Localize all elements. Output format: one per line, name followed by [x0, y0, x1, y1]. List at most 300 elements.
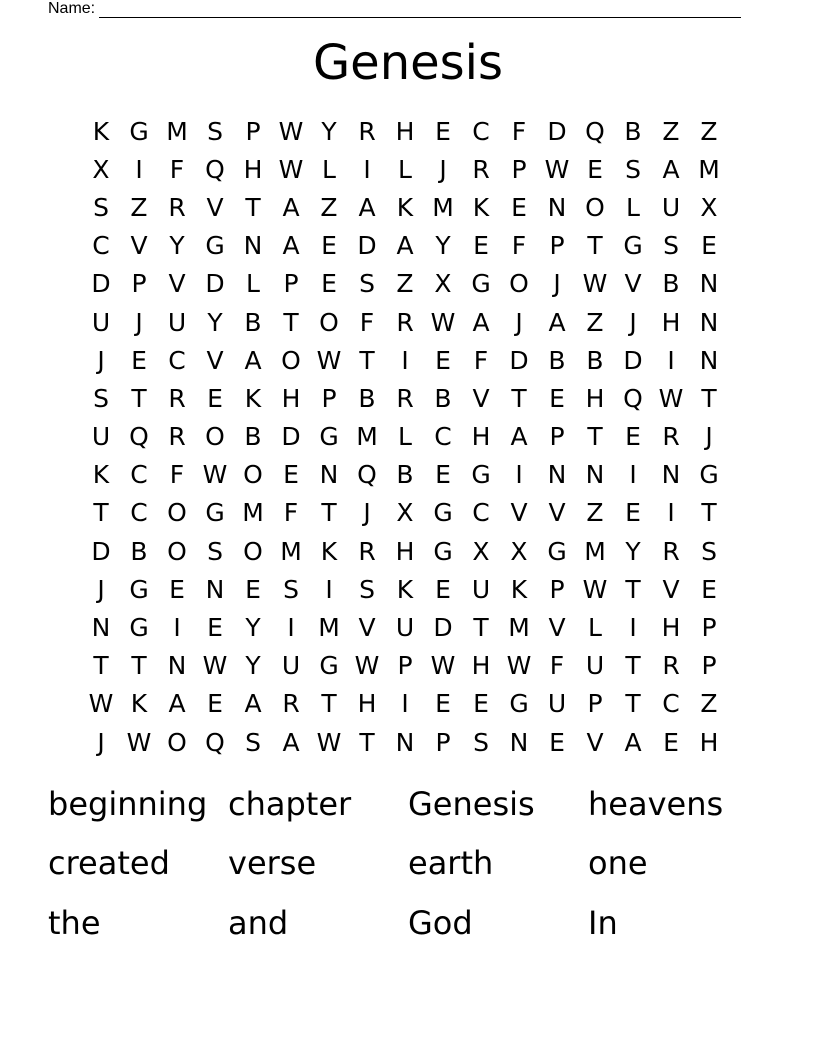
grid-cell: P	[701, 651, 717, 681]
grid-cell: I	[173, 613, 181, 643]
grid-cell: H	[699, 727, 719, 757]
grid-cell: E	[435, 116, 451, 146]
grid-cell: I	[135, 154, 143, 184]
grid-cell: W	[582, 574, 608, 604]
grid-cell: M	[432, 192, 454, 222]
grid-cell: I	[325, 574, 333, 604]
grid-cell: F	[169, 460, 185, 490]
grid-cell: J	[97, 345, 105, 375]
grid-cell: S	[283, 574, 299, 604]
grid-cell: Q	[129, 422, 149, 452]
grid-cell: N	[205, 574, 225, 604]
grid-cell: X	[396, 498, 414, 528]
grid-cell: U	[661, 192, 681, 222]
grid-cell: T	[245, 192, 261, 222]
grid-cell: G	[509, 689, 529, 719]
grid-cell: M	[242, 498, 264, 528]
grid-cell: Y	[625, 536, 641, 566]
grid-cell: R	[168, 422, 186, 452]
word-bank-item: earth	[408, 844, 494, 883]
grid-cell: G	[319, 422, 339, 452]
grid-cell: L	[398, 422, 412, 452]
grid-cell: O	[509, 269, 529, 299]
grid-cell: N	[699, 269, 719, 299]
grid-cell: Y	[207, 307, 223, 337]
grid-cell: T	[625, 689, 641, 719]
grid-cell: S	[245, 727, 261, 757]
grid-cell: L	[588, 613, 602, 643]
grid-cell: K	[92, 116, 110, 146]
grid-cell: N	[547, 192, 567, 222]
grid-cell: W	[544, 154, 570, 184]
grid-cell: N	[699, 307, 719, 337]
grid-cell: A	[244, 345, 262, 375]
grid-cell: W	[582, 269, 608, 299]
grid-cell: W	[316, 345, 342, 375]
grid-cell: X	[700, 192, 718, 222]
grid-cell: O	[243, 460, 263, 490]
grid-cell: O	[167, 498, 187, 528]
grid-cell: T	[473, 613, 489, 643]
grid-cell: E	[207, 383, 223, 413]
grid-cell: S	[359, 574, 375, 604]
grid-cell: K	[396, 574, 414, 604]
word-bank-item: one	[588, 844, 648, 883]
grid-cell: W	[88, 689, 114, 719]
grid-cell: E	[321, 231, 337, 261]
grid-cell: H	[243, 154, 263, 184]
grid-cell: O	[319, 307, 339, 337]
grid-cell: P	[321, 383, 337, 413]
grid-cell: E	[701, 574, 717, 604]
grid-cell: E	[321, 269, 337, 299]
grid-cell: P	[131, 269, 147, 299]
grid-cell: E	[131, 345, 147, 375]
grid-cell: O	[167, 727, 187, 757]
grid-cell: I	[667, 498, 675, 528]
grid-cell: Y	[169, 231, 185, 261]
grid-cell: A	[662, 154, 680, 184]
grid-cell: G	[547, 536, 567, 566]
word-bank-item: beginning	[48, 784, 208, 823]
grid-cell: H	[357, 689, 377, 719]
grid-cell: T	[625, 651, 641, 681]
grid-cell: S	[625, 154, 641, 184]
grid-cell: E	[435, 460, 451, 490]
grid-cell: J	[97, 574, 105, 604]
grid-cell: G	[433, 498, 453, 528]
grid-cell: T	[283, 307, 299, 337]
grid-cell: R	[168, 383, 186, 413]
grid-cell: E	[549, 383, 565, 413]
grid-cell: H	[471, 422, 491, 452]
grid-cell: G	[129, 613, 149, 643]
grid-cell: U	[91, 422, 111, 452]
grid-cell: V	[662, 574, 680, 604]
grid-cell: C	[92, 231, 110, 261]
grid-cell: W	[316, 727, 342, 757]
grid-cell: R	[282, 689, 300, 719]
grid-cell: X	[510, 536, 528, 566]
grid-cell: U	[585, 651, 605, 681]
grid-cell: K	[472, 192, 490, 222]
grid-cell: J	[439, 154, 447, 184]
grid-cell: Y	[245, 651, 261, 681]
grid-cell: N	[585, 460, 605, 490]
grid-cell: V	[586, 727, 604, 757]
grid-cell: K	[92, 460, 110, 490]
grid-cell: E	[245, 574, 261, 604]
grid-cell: B	[396, 460, 414, 490]
grid-cell: L	[626, 192, 640, 222]
grid-cell: D	[509, 345, 529, 375]
grid-cell: Z	[396, 269, 414, 299]
grid-cell: D	[357, 231, 377, 261]
grid-cell: P	[283, 269, 299, 299]
grid-cell: F	[359, 307, 375, 337]
grid-cell: X	[92, 154, 110, 184]
grid-cell: O	[205, 422, 225, 452]
grid-cell: V	[130, 231, 148, 261]
grid-cell: P	[549, 231, 565, 261]
grid-cell: J	[363, 498, 371, 528]
grid-cell: Z	[130, 192, 148, 222]
grid-cell: S	[663, 231, 679, 261]
grid-cell: G	[699, 460, 719, 490]
grid-cell: W	[354, 651, 380, 681]
grid-cell: V	[206, 345, 224, 375]
grid-cell: A	[548, 307, 566, 337]
grid-cell: K	[510, 574, 528, 604]
grid-cell: Q	[205, 727, 225, 757]
grid-cell: Y	[321, 116, 337, 146]
grid-cell: P	[511, 154, 527, 184]
grid-cell: B	[434, 383, 452, 413]
grid-cell: E	[473, 689, 489, 719]
grid-cell: Y	[245, 613, 261, 643]
grid-cell: S	[207, 116, 223, 146]
grid-cell: J	[705, 422, 713, 452]
grid-cell: B	[130, 536, 148, 566]
grid-cell: N	[243, 231, 263, 261]
grid-cell: A	[282, 192, 300, 222]
grid-cell: E	[625, 422, 641, 452]
grid-cell: M	[698, 154, 720, 184]
grid-cell: V	[358, 613, 376, 643]
grid-cell: E	[549, 727, 565, 757]
grid-cell: C	[472, 498, 490, 528]
grid-cell: F	[473, 345, 489, 375]
grid-cell: D	[91, 536, 111, 566]
grid-cell: B	[358, 383, 376, 413]
grid-cell: L	[398, 154, 412, 184]
grid-cell: E	[283, 460, 299, 490]
grid-cell: N	[91, 613, 111, 643]
grid-cell: S	[93, 192, 109, 222]
grid-cell: T	[131, 651, 147, 681]
grid-cell: X	[472, 536, 490, 566]
grid-cell: J	[553, 269, 561, 299]
grid-cell: D	[547, 116, 567, 146]
grid-cell: R	[396, 383, 414, 413]
grid-cell: M	[318, 613, 340, 643]
grid-cell: B	[244, 422, 262, 452]
grid-cell: J	[135, 307, 143, 337]
grid-cell: H	[471, 651, 491, 681]
grid-cell: S	[359, 269, 375, 299]
grid-cell: V	[472, 383, 490, 413]
grid-cell: W	[202, 460, 228, 490]
grid-cell: P	[701, 613, 717, 643]
grid-cell: N	[661, 460, 681, 490]
grid-cell: T	[587, 422, 603, 452]
grid-cell: Z	[586, 307, 604, 337]
grid-cell: D	[623, 345, 643, 375]
grid-cell: A	[168, 689, 186, 719]
grid-cell: A	[396, 231, 414, 261]
grid-cell: K	[396, 192, 414, 222]
grid-cell: G	[129, 574, 149, 604]
grid-cell: F	[169, 154, 185, 184]
grid-cell: T	[587, 231, 603, 261]
grid-cell: V	[206, 192, 224, 222]
word-bank-item: Genesis	[408, 784, 535, 823]
grid-cell: C	[130, 460, 148, 490]
grid-cell: E	[701, 231, 717, 261]
grid-cell: W	[658, 383, 684, 413]
grid-cell: P	[245, 116, 261, 146]
grid-cell: N	[699, 345, 719, 375]
word-bank-item: and	[228, 903, 289, 942]
grid-cell: G	[205, 231, 225, 261]
grid-cell: E	[169, 574, 185, 604]
grid-cell: V	[624, 269, 642, 299]
grid-cell: E	[473, 231, 489, 261]
word-search-grid	[82, 112, 728, 761]
grid-cell: P	[435, 727, 451, 757]
grid-cell: O	[281, 345, 301, 375]
grid-cell: E	[663, 727, 679, 757]
grid-cell: R	[662, 422, 680, 452]
grid-cell: L	[246, 269, 260, 299]
grid-cell: I	[401, 689, 409, 719]
grid-cell: K	[244, 383, 262, 413]
grid-cell: E	[625, 498, 641, 528]
grid-cell: X	[434, 269, 452, 299]
grid-cell: K	[320, 536, 338, 566]
grid-cell: A	[624, 727, 642, 757]
grid-cell: P	[549, 422, 565, 452]
grid-cell: T	[93, 651, 109, 681]
word-bank-item: the	[48, 903, 101, 942]
word-bank-item: verse	[228, 844, 317, 883]
grid-cell: H	[281, 383, 301, 413]
grid-cell: Z	[700, 116, 718, 146]
grid-cell: P	[397, 651, 413, 681]
grid-cell: D	[281, 422, 301, 452]
grid-cell: V	[168, 269, 186, 299]
name-field	[48, 0, 741, 18]
grid-cell: O	[585, 192, 605, 222]
grid-cell: U	[281, 651, 301, 681]
grid-cell: K	[130, 689, 148, 719]
grid-cell: E	[435, 689, 451, 719]
grid-cell: C	[130, 498, 148, 528]
grid-cell: E	[435, 574, 451, 604]
grid-cell: R	[358, 116, 376, 146]
grid-cell: M	[166, 116, 188, 146]
grid-cell: I	[629, 613, 637, 643]
name-line	[99, 3, 741, 18]
grid-cell: Z	[662, 116, 680, 146]
grid-cell: C	[434, 422, 452, 452]
grid-cell: F	[511, 116, 527, 146]
grid-cell: L	[322, 154, 336, 184]
grid-cell: H	[395, 116, 415, 146]
grid-cell: V	[548, 498, 566, 528]
word-bank-item: God	[408, 903, 473, 942]
grid-cell: J	[629, 307, 637, 337]
grid-cell: I	[401, 345, 409, 375]
grid-cell: W	[506, 651, 532, 681]
grid-cell: T	[701, 383, 717, 413]
grid-cell: G	[433, 536, 453, 566]
grid-cell: Z	[320, 192, 338, 222]
word-bank-item: chapter	[228, 784, 352, 823]
grid-cell: G	[471, 460, 491, 490]
grid-cell: G	[129, 116, 149, 146]
grid-cell: I	[667, 345, 675, 375]
grid-cell: W	[430, 651, 456, 681]
grid-cell: W	[430, 307, 456, 337]
grid-cell: D	[205, 269, 225, 299]
grid-cell: Q	[623, 383, 643, 413]
grid-cell: U	[547, 689, 567, 719]
grid-cell: C	[662, 689, 680, 719]
grid-cell: H	[661, 613, 681, 643]
grid-cell: T	[321, 689, 337, 719]
grid-cell: Z	[586, 498, 604, 528]
grid-cell: B	[244, 307, 262, 337]
grid-cell: N	[547, 460, 567, 490]
page-title: Genesis	[312, 35, 504, 91]
grid-cell: S	[207, 536, 223, 566]
grid-cell: N	[509, 727, 529, 757]
grid-cell: T	[359, 727, 375, 757]
grid-cell: O	[243, 536, 263, 566]
grid-cell: U	[91, 307, 111, 337]
grid-cell: A	[282, 727, 300, 757]
grid-cell: I	[363, 154, 371, 184]
grid-cell: P	[549, 574, 565, 604]
word-bank-item: In	[588, 903, 618, 942]
grid-cell: R	[662, 536, 680, 566]
grid-cell: F	[549, 651, 565, 681]
grid-cell: T	[625, 574, 641, 604]
grid-cell: A	[282, 231, 300, 261]
grid-cell: R	[396, 307, 414, 337]
grid-cell: U	[395, 613, 415, 643]
grid-cell: S	[93, 383, 109, 413]
grid-cell: R	[472, 154, 490, 184]
grid-cell: F	[283, 498, 299, 528]
grid-cell: W	[278, 116, 304, 146]
grid-cell: N	[395, 727, 415, 757]
grid-cell: R	[358, 536, 376, 566]
grid-cell: T	[321, 498, 337, 528]
grid-cell: C	[168, 345, 186, 375]
grid-cell: H	[661, 307, 681, 337]
grid-cell: E	[435, 345, 451, 375]
word-bank-item: heavens	[588, 784, 724, 823]
grid-cell: W	[278, 154, 304, 184]
grid-cell: H	[585, 383, 605, 413]
grid-cell: W	[202, 651, 228, 681]
grid-cell: J	[97, 727, 105, 757]
grid-cell: V	[510, 498, 528, 528]
grid-cell: U	[167, 307, 187, 337]
grid-cell: G	[623, 231, 643, 261]
grid-cell: B	[548, 345, 566, 375]
grid-cell: Y	[435, 231, 451, 261]
grid-cell: P	[587, 689, 603, 719]
grid-cell: A	[244, 689, 262, 719]
grid-cell: Z	[700, 689, 718, 719]
grid-cell: T	[131, 383, 147, 413]
grid-cell: T	[93, 498, 109, 528]
grid-cell: G	[319, 651, 339, 681]
name-label: Name:	[48, 0, 96, 17]
grid-cell: J	[515, 307, 523, 337]
grid-cell: I	[629, 460, 637, 490]
grid-cell: N	[319, 460, 339, 490]
grid-cell: U	[471, 574, 491, 604]
grid-cell: S	[701, 536, 717, 566]
grid-cell: N	[167, 651, 187, 681]
grid-cell: D	[433, 613, 453, 643]
grid-cell: R	[662, 651, 680, 681]
grid-cell: B	[662, 269, 680, 299]
grid-cell: A	[510, 422, 528, 452]
grid-cell: M	[280, 536, 302, 566]
grid-cell: R	[168, 192, 186, 222]
grid-cell: H	[395, 536, 415, 566]
grid-cell: W	[126, 727, 152, 757]
grid-cell: A	[472, 307, 490, 337]
grid-cell: E	[511, 192, 527, 222]
grid-cell: D	[91, 269, 111, 299]
grid-cell: T	[701, 498, 717, 528]
grid-cell: F	[511, 231, 527, 261]
grid-cell: I	[515, 460, 523, 490]
grid-cell: B	[586, 345, 604, 375]
grid-cell: E	[587, 154, 603, 184]
grid-cell: G	[205, 498, 225, 528]
grid-cell: O	[167, 536, 187, 566]
word-bank	[48, 774, 768, 953]
grid-cell: Q	[205, 154, 225, 184]
grid-cell: T	[359, 345, 375, 375]
grid-cell: Q	[357, 460, 377, 490]
grid-cell: V	[548, 613, 566, 643]
grid-cell: B	[624, 116, 642, 146]
grid-cell: I	[287, 613, 295, 643]
grid-cell: A	[358, 192, 376, 222]
grid-cell: M	[584, 536, 606, 566]
grid-cell: M	[356, 422, 378, 452]
grid-cell: G	[471, 269, 491, 299]
grid-cell: T	[511, 383, 527, 413]
